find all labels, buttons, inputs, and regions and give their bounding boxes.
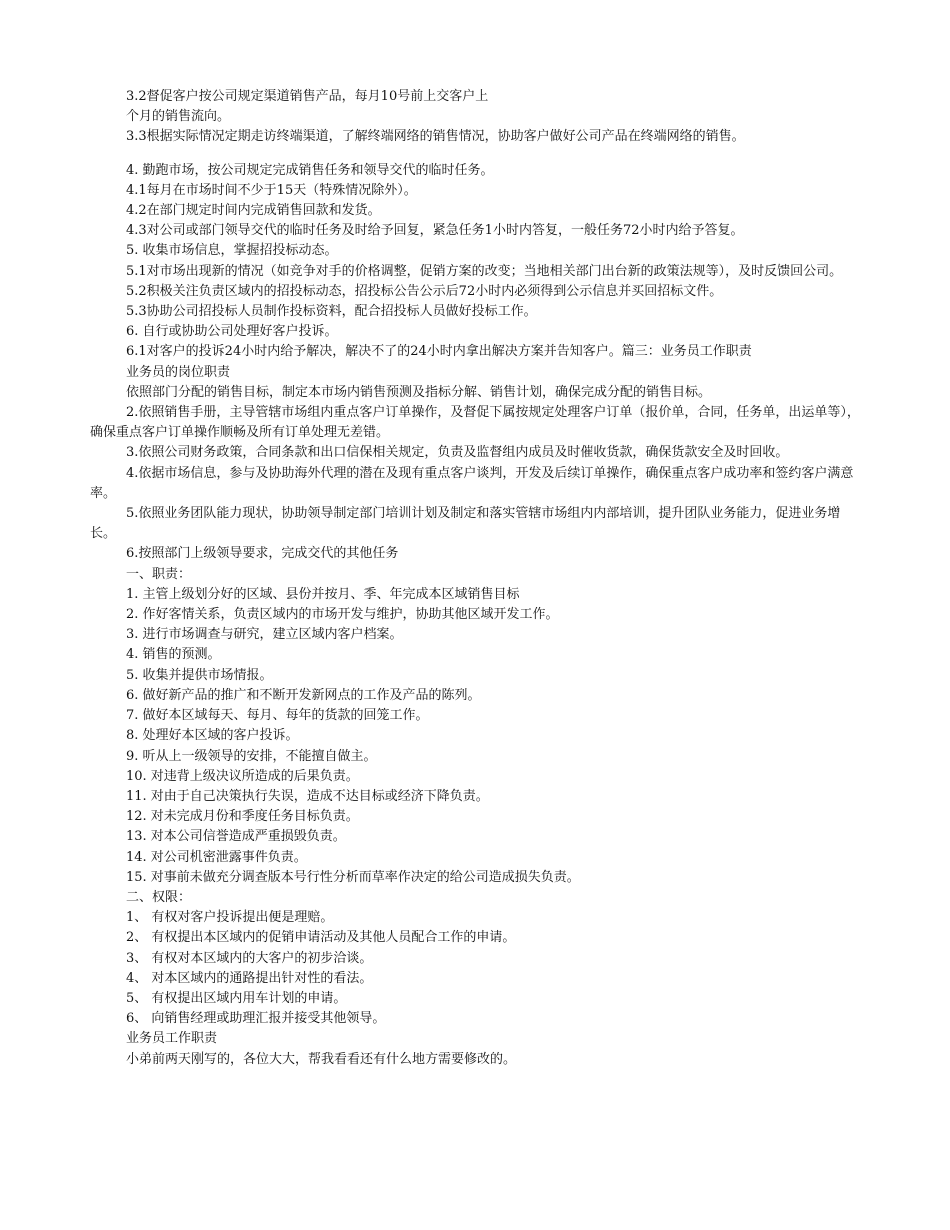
list-item: 6、 向销售经理或助理汇报并接受其他领导。 (126, 1011, 386, 1027)
paragraph: 4.依据市场信息，参与及协助海外代理的潜在及现有重点客户谈判，开发及后续订单操作，确保重点客户成功率和签约客户满意率。 (90, 465, 854, 501)
list-item: 4. 销售的预测。 (126, 647, 221, 663)
paragraph: 6.1对客户的投诉24小时内给予解决，解决不了的24小时内拿出解决方案并告知客户。篇三：业务员工作职责 (126, 344, 752, 360)
paragraph-spacer (90, 148, 865, 161)
paragraph: 4.2在部门规定时间内完成销售回款和发货。 (126, 203, 381, 219)
list-item: 9. 听从上一级领导的安排，不能擅自做主。 (126, 748, 377, 764)
section-heading: 业务员工作职责 (126, 1031, 218, 1047)
list-item: 8. 处理好本区域的客户投诉。 (126, 728, 299, 744)
paragraph: 2.依照销售手册，主导管辖市场组内重点客户订单操作，及督促下属按规定处理客户订单（报价单，合同，任务单，出运单等），确保重点客户订单操作顺畅及所有订单处理无差错。 (90, 405, 860, 441)
list-item: 5、 有权提出区域内用车计划的申请。 (126, 990, 347, 1006)
paragraph: 5.依照业务团队能力现状，协助领导制定部门培训计划及制定和落实管辖市场组内内部培训，提升团队业务能力，促进业务增长。 (90, 506, 841, 542)
section-heading: 业务员的岗位职责 (126, 364, 231, 380)
paragraph: 3.3根据实际情况定期走访终端渠道，了解终端网络的销售情况，协助客户做好公司产品在终端网络的销售。 (126, 129, 745, 145)
list-item: 2. 作好客情关系，负责区域内的市场开发与维护，协助其他区域开发工作。 (126, 607, 559, 623)
paragraph: 6.按照部门上级领导要求，完成交代的其他任务 (126, 546, 399, 562)
list-item: 15. 对事前未做充分调查版本号行性分析而草率作决定的给公司造成损失负责。 (126, 869, 580, 885)
section-heading: 一、职责： (126, 566, 192, 582)
list-item: 6. 做好新产品的推广和不断开发新网点的工作及产品的陈列。 (126, 687, 481, 703)
paragraph: 小弟前两天刚写的，各位大大，帮我看看还有什么地方需要修改的。 (126, 1051, 517, 1067)
paragraph: 5.2积极关注负责区域内的招投标动态，招投标公告公示后72小时内必须得到公示信息并买回招标文件。 (126, 283, 723, 299)
list-item: 1. 主管上级划分好的区域、县份并按月、季、年完成本区域销售目标 (126, 586, 520, 602)
paragraph: 3.依照公司财务政策，合同条款和出口信保相关规定，负责及监督组内成员及时催收货款，确保货款安全及时回收。 (126, 445, 789, 461)
list-item: 4、 对本区域内的通路提出针对性的看法。 (126, 970, 373, 986)
paragraph: 6. 自行或协助公司处理好客户投诉。 (126, 324, 338, 340)
list-item: 1、 有权对客户投诉提出便是理赔。 (126, 910, 334, 926)
list-item: 3. 进行市场调查与研究，建立区域内客户档案。 (126, 627, 403, 643)
list-item: 13. 对本公司信誉造成严重损毁负责。 (126, 829, 346, 845)
list-item: 7. 做好本区域每天、每月、每年的货款的回笼工作。 (126, 708, 429, 724)
paragraph: 4.1每月在市场时间不少于15天（特殊情况除外）。 (126, 182, 417, 198)
list-item: 14. 对公司机密泄露事件负责。 (126, 849, 307, 865)
paragraph: 3.2督促客户按公司规定渠道销售产品，每月10号前上交客户上 (126, 89, 489, 104)
paragraph: 依照部门分配的销售目标，制定本市场内销售预测及指标分解、销售计划，确保完成分配的销售目标。 (126, 384, 712, 400)
paragraph: 5. 收集市场信息，掌握招投标动态。 (126, 243, 338, 259)
paragraph: 4. 勤跑市场，按公司规定完成销售任务和领导交代的临时任务。 (126, 162, 494, 178)
list-item: 12. 对未完成月份和季度任务目标负责。 (126, 809, 359, 825)
paragraph: 个月的销售流向。 (126, 109, 231, 125)
list-item: 2、 有权提出本区域内的促销申请活动及其他人员配合工作的申请。 (126, 930, 516, 946)
paragraph: 4.3对公司或部门领导交代的临时任务及时给予回复，紧急任务1小时内答复，一般任务72小时内给予答复。 (126, 223, 744, 239)
list-item: 5. 收集并提供市场情报。 (126, 667, 273, 683)
list-item: 10. 对违背上级决议所造成的后果负责。 (126, 768, 359, 784)
paragraph: 5.1对市场出现新的情况（如竞争对手的价格调整，促销方案的改变；当地相关部门出台新的政策法规等），及时反馈回公司。 (126, 263, 843, 279)
list-item: 11. 对由于自己决策执行失误，造成不达目标或经济下降负责。 (126, 788, 489, 804)
document-body (90, 87, 865, 1070)
list-item: 3、 有权对本区域内的大客户的初步洽谈。 (126, 950, 373, 966)
paragraph: 5.3协助公司招投标人员制作投标资料，配合招投标人员做好投标工作。 (126, 304, 537, 320)
section-heading: 二、权限： (126, 889, 192, 905)
